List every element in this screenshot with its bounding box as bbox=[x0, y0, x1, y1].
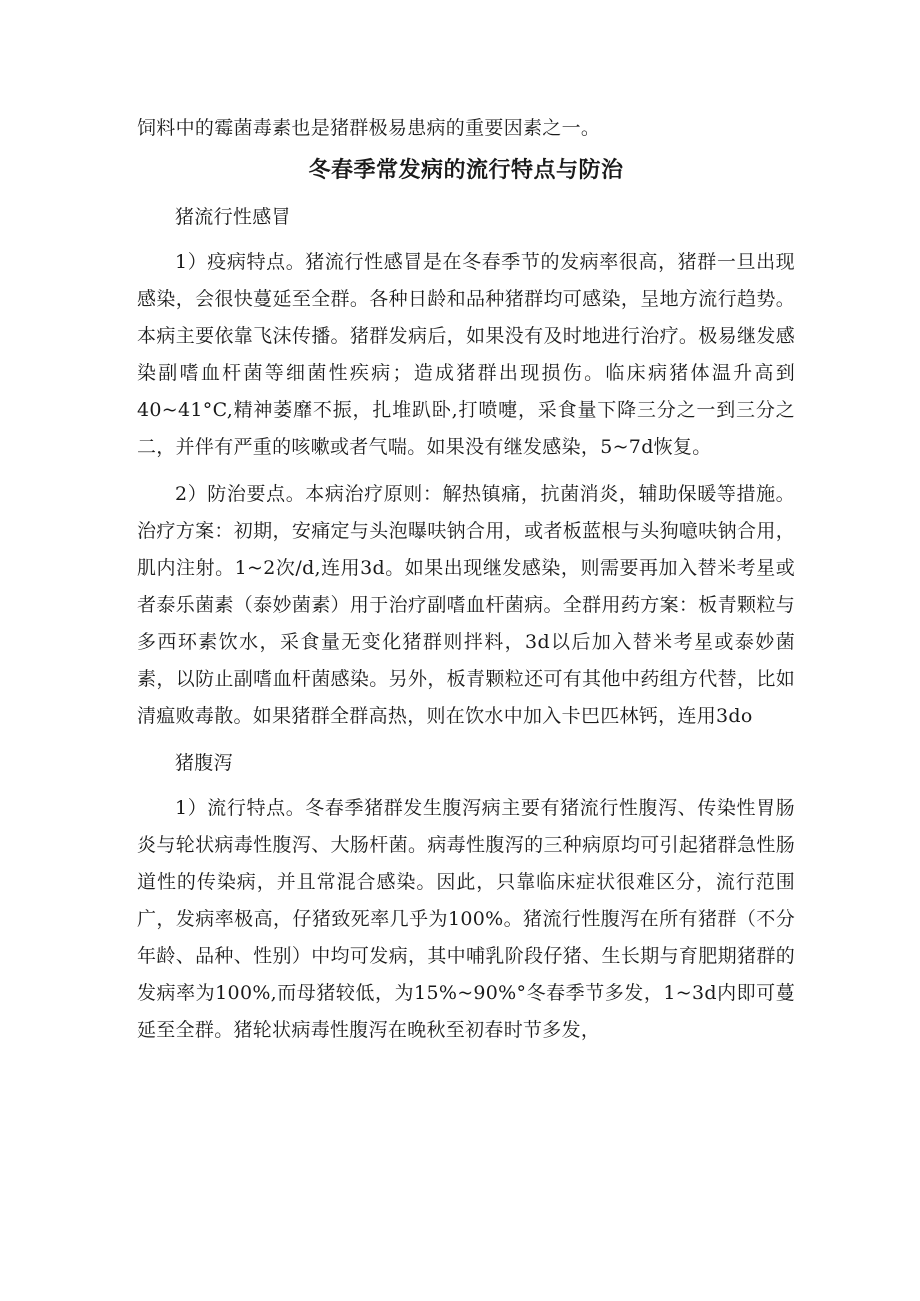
page-title: 冬春季常发病的流行特点与防治 bbox=[308, 158, 624, 183]
paragraph-diarrhea-characteristics: 1）流行特点。冬春季猪群发生腹泻病主要有猪流行性腹泻、传染性胃肠炎与轮状病毒性腹泻、大肠杆菌。病毒性腹泻的三种病原均可引起猪群急性肠道性的传染病，并且常混合感染。因此，只靠临床症状很难区分，流行范围广，发病率极高，仔猪致死率几乎为100%。猪流行性腹泻在所有猪群（不分年龄、品种、性别）中均可发病，其中哺乳阶段仔猪、生长期与育肥期猪群的发病率为100%,而母猪较低，为15%~90%°冬春季节多发，1~3d内即可蔓延至全群。猪轮状病毒性腹泻在晚秋至初春时节多发， bbox=[137, 797, 795, 1041]
section-heading-diarrhea: 猪腹泻 bbox=[175, 752, 233, 774]
paragraph-flu-treatment: 2）防治要点。本病治疗原则：解热镇痛，抗菌消炎，辅助保暖等措施。治疗方案：初期，安痛定与头泡曝呋钠合用，或者板蓝根与头狗噫呋钠合用，肌内注射。1~2次/d,连用3d。如果出现继发感染，则需要再加入替米考星或者泰乐菌素（泰妙菌素）用于治疗副嗜血杆菌病。全群用药方案：板青颗粒与多西环素饮水，采食量无变化猪群则拌料，3d以后加入替米考星或泰妙菌素，以防止副嗜血杆菌感染。另外，板青颗粒还可有其他中药组方代替，比如清瘟败毒散。如果猪群全群高热，则在饮水中加入卡巴匹林钙，连用3do bbox=[137, 483, 795, 727]
paragraph-flu-characteristics: 1）疫病特点。猪流行性感冒是在冬春季节的发病率很高，猪群一旦出现感染，会很快蔓延至全群。各种日龄和品种猪群均可感染，呈地方流行趋势。本病主要依靠飞沫传播。猪群发病后，如果没有及时地进行治疗。极易继发感染副嗜血杆菌等细菌性疾病；造成猪群出现损伤。临床病猪体温升高到40~41°C,精神萎靡不振，扎堆趴卧,打喷嚏，采食量下降三分之一到三分之二，并伴有严重的咳嗽或者气喘。如果没有继发感染，5~7d恢复。 bbox=[137, 251, 795, 458]
section-heading-swine-flu: 猪流行性感冒 bbox=[175, 206, 291, 228]
document-body bbox=[137, 110, 795, 1049]
intro-line: 饲料中的霉菌毒素也是猪群极易患病的重要因素之一。 bbox=[137, 117, 601, 139]
